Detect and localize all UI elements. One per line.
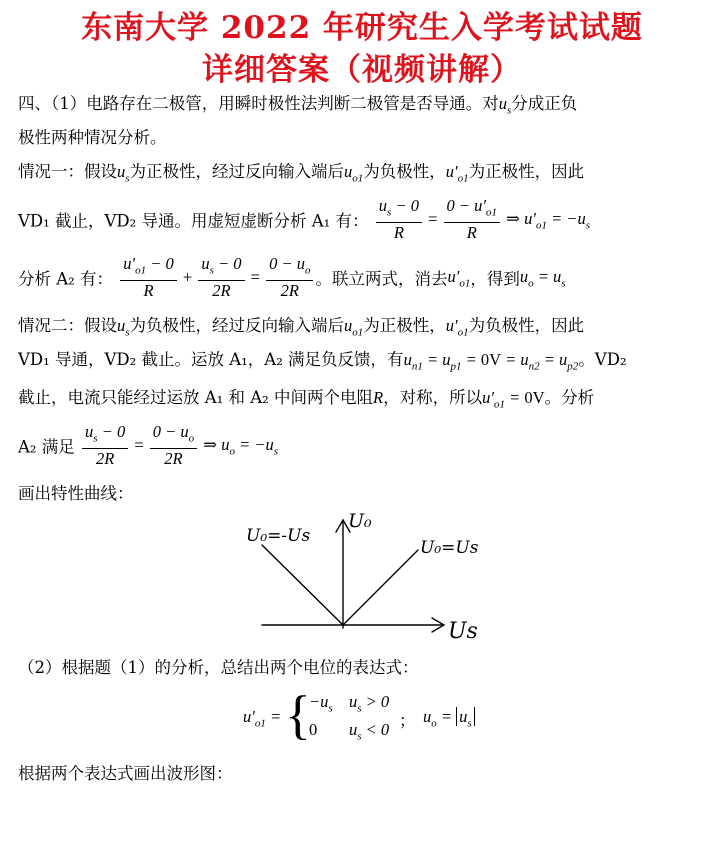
- text: （2）根据题（1）的分析，总结出两个电位的表达式：: [18, 658, 419, 677]
- formula: $\frac{u_s - 0}{2R}$: [198, 254, 244, 301]
- paragraph-intro-2: [18, 124, 167, 148]
- text: A₂ 满足: [18, 437, 75, 457]
- text: 极性两种情况分析。: [18, 128, 167, 147]
- draw-curve-label: [18, 480, 134, 504]
- case-two-line-2: VD₁ 导通，VD₂ 截止。运放 A₁，A₂ 满足负反馈，有$u_{n1} = u_{p1} = 0V = u_{n2} = u_{p2}$。VD₂: [18, 350, 627, 373]
- formula: $\frac{0 - u'_{o1}}{R}$: [444, 196, 501, 243]
- text: VD₁ 截止，VD₂ 导通。用虚短虚断分析 A₁ 有：: [18, 211, 369, 231]
- label-y: U₀: [348, 510, 372, 532]
- formula: $\frac{u_s - 0}{2R}$: [82, 422, 128, 469]
- formula: $\frac{u_s - 0}{R}$: [376, 196, 422, 243]
- text: 。联立两式，消去: [315, 269, 448, 289]
- text: ，对称，所以: [383, 388, 483, 407]
- text: 为负极性，经过反向输入端后: [129, 316, 345, 335]
- text: 四、（1）电路存在二极管，用瞬时极性法判断二极管是否导通。对: [18, 94, 499, 113]
- text: 。VD₂: [578, 350, 627, 369]
- text: 情况二：假设: [18, 316, 117, 335]
- text: 画出特性曲线：: [18, 484, 134, 503]
- text: 为负极性，: [363, 162, 446, 181]
- text: 为正极性，因此: [468, 162, 585, 181]
- label-x: Us: [448, 619, 478, 644]
- text: 分成正负: [511, 94, 578, 113]
- text: 根据两个表达式画出波形图：: [18, 764, 233, 783]
- text: 为负极性，因此: [468, 316, 585, 335]
- paragraph-intro: 四、（1）电路存在二极管，用瞬时极性法判断二极管是否导通。对$u_s$分成正负: [18, 94, 578, 117]
- draw-wave-label: [18, 760, 233, 784]
- text: 截止，电流只能经过运放 A₁ 和 A₂ 中间两个电阻: [18, 388, 374, 407]
- x-axis-arrow: [432, 618, 444, 632]
- text: 分析 A₂ 有：: [18, 269, 114, 289]
- part-two-intro: [18, 654, 419, 678]
- text: 为正极性，: [363, 316, 446, 335]
- text: 。分析: [544, 388, 595, 407]
- case-two-line: 情况二：假设$u_s$为负极性，经过反向输入端后$u_{o1}$为正极性，$u'_{o1}$为负极性，因此: [18, 316, 585, 339]
- case-two-line-3: 截止，电流只能经过运放 A₁ 和 A₂ 中间两个电阻R，对称，所以$u'_{o1} = 0V$。分析: [18, 388, 595, 411]
- text: 为正极性，经过反向输入端后: [129, 162, 345, 181]
- case-two-equation-line: A₂ 满足 $\frac{u_s - 0}{2R}$ = $\frac{0 - u_o}{2R}$ ⇒ $u_o = -u_s$: [18, 422, 279, 469]
- formula: $\frac{u'_{o1} - 0}{R}$: [120, 254, 177, 301]
- label-right: U₀=Us: [420, 538, 479, 558]
- case-one-line: 情况一：假设$u_s$为正极性，经过反向输入端后$u_{o1}$为负极性，$u'_{o1}$为正极性，因此: [18, 162, 585, 185]
- text: ，得到: [470, 269, 520, 289]
- label-left: U₀=-Us: [246, 526, 311, 546]
- title-line-1: 东南大学 2022 年研究生入学考试试题: [81, 10, 643, 46]
- line-positive: [343, 550, 418, 625]
- text: 情况一：假设: [18, 162, 117, 181]
- case-one-equation-line: VD₁ 截止，VD₂ 导通。用虚短虚断分析 A₁ 有： $\frac{u_s - 0}{R}$ = $\frac{0 - u'_{o1}}{R}$ ⇒ $u'_{o1} = -u_s$: [18, 196, 591, 243]
- text: VD₁ 导通，VD₂ 截止。运放 A₁，A₂ 满足负反馈，有: [18, 350, 404, 369]
- y-axis-arrow: [336, 520, 350, 532]
- formula: $\frac{0 - u_o}{2R}$: [266, 254, 313, 301]
- line-negative: [262, 545, 343, 625]
- analysis-a2-line: 分析 A₂ 有： $\frac{u'_{o1} - 0}{R}$ + $\frac{u_s - 0}{2R}$ = $\frac{0 - u_o}{2R}$ 。联立两式，消去$u'_{o1}$，得到$u_o = u_s$: [18, 254, 566, 301]
- title-line-2: 详细答案（视频讲解）: [202, 52, 522, 88]
- formula: $\frac{0 - u_o}{2R}$: [150, 422, 197, 469]
